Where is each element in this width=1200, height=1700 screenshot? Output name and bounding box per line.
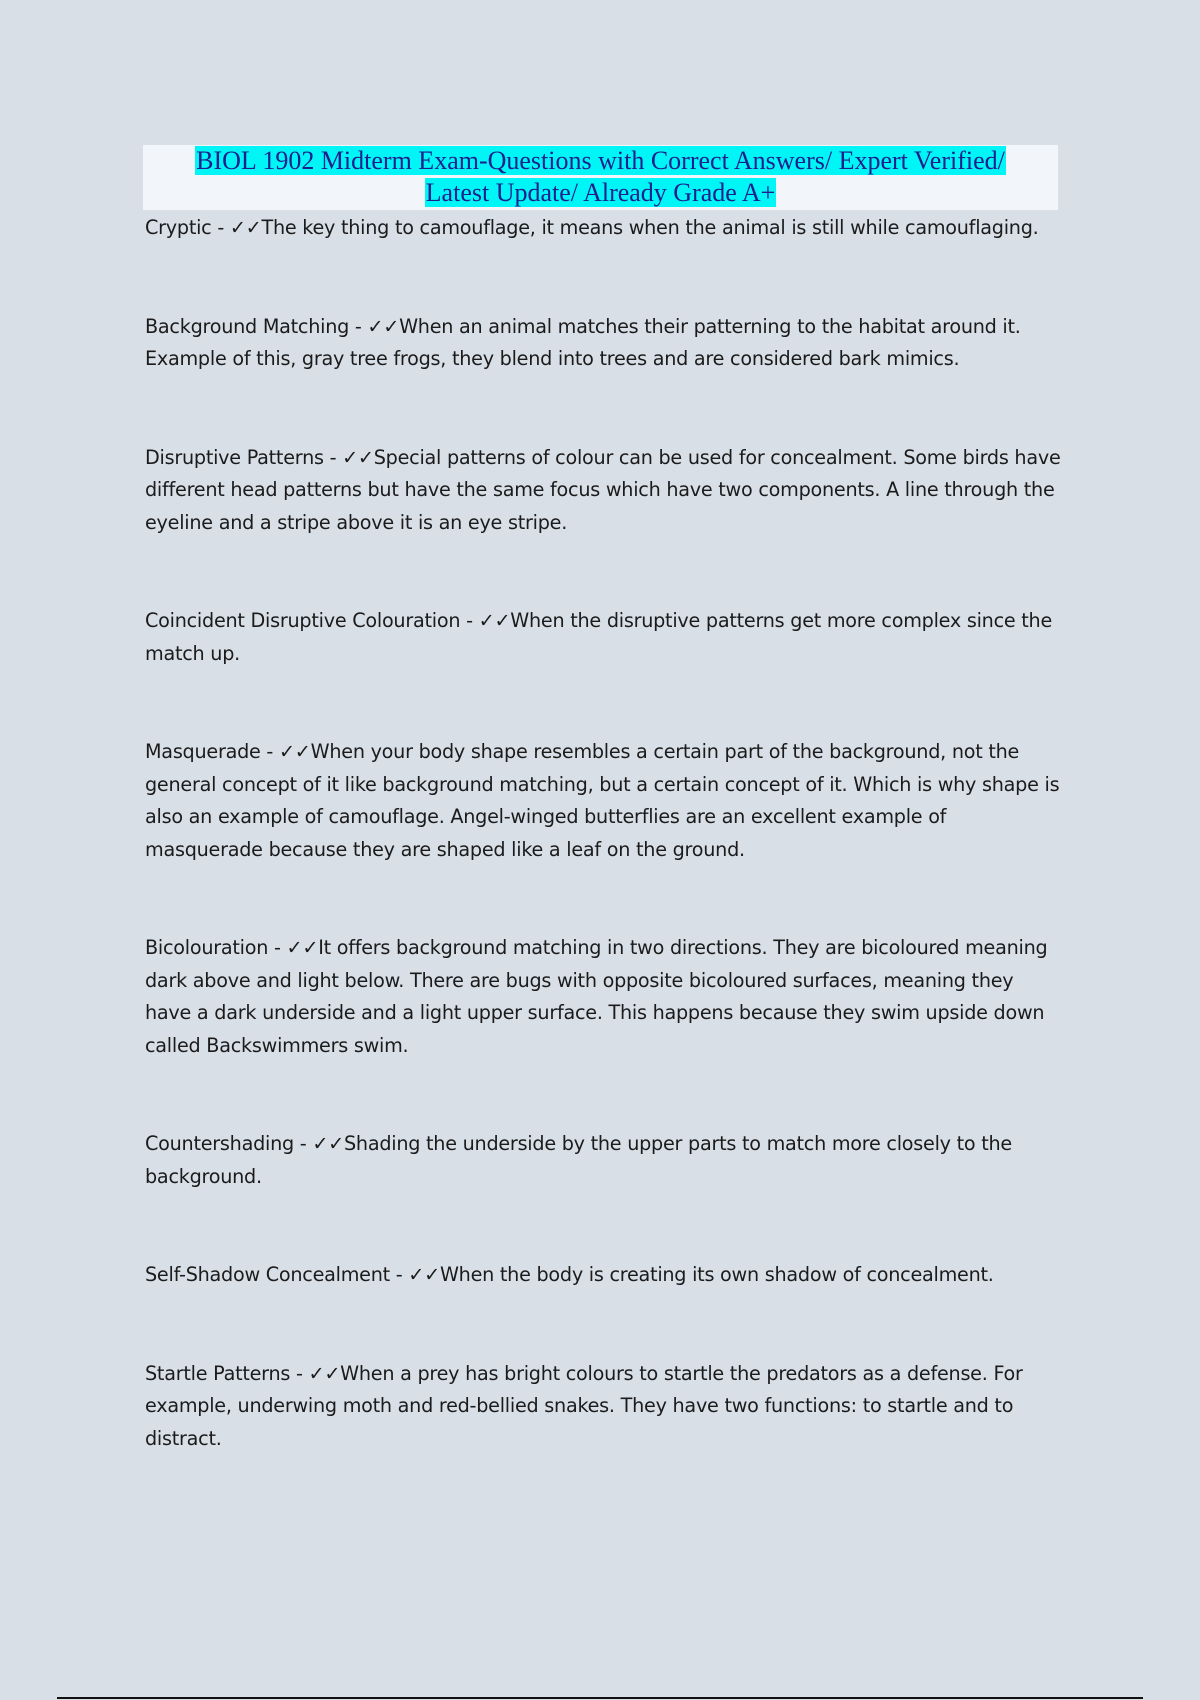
entry-term: Cryptic - — [145, 216, 230, 239]
entry-term: Startle Patterns - — [145, 1361, 309, 1385]
qa-entry-self-shadow-concealment — [145, 1259, 1065, 1292]
check-icon: ✓✓ — [342, 445, 374, 469]
check-icon: ✓✓ — [367, 314, 400, 338]
title-line-2: Latest Update/ Already Grade A+ — [425, 178, 776, 207]
title-line-1: BIOL 1902 Midterm Exam-Questions with Correct Answers/ Expert Verified/ — [196, 146, 1005, 175]
entry-definition: Shading the underside by the upper parts to match more closely to the background. — [145, 1132, 1012, 1188]
entry-term: Background Matching - — [145, 314, 368, 338]
qa-entry-coincident-disruptive-colouration — [145, 605, 1065, 670]
entry-definition: The key thing to camouflage, it means when the animal is still while camouflaging. — [261, 216, 1039, 239]
entry-definition: When an animal matches their patterning to the habitat around it. Example of this, gray tree frogs, they blend into trees and are considered bark mimics. — [145, 314, 1021, 370]
entry-definition: When your body shape resembles a certain part of the background, not the general concept of it like background matching, but a certain concept of it. Which is why shape is also an example of camouflage. Angel-winged butterflies are an excellent example of masquerade because they are shaped like a leaf on the ground. — [145, 740, 1060, 861]
entry-term: Disruptive Patterns - — [145, 445, 343, 469]
entry-term: Bicolouration - — [145, 936, 287, 959]
qa-entry-background-matching — [145, 311, 1065, 376]
check-icon: ✓✓ — [229, 216, 262, 239]
footer-divider — [57, 1697, 1143, 1699]
check-icon: ✓✓ — [408, 1263, 440, 1286]
entry-definition: Special patterns of colour can be used for concealment. Some birds have different head patterns but have the same focus which have two components. A line through the eyeline and a stripe above it is an eye stripe. — [145, 445, 1061, 534]
entry-definition: When the disruptive patterns get more complex since the match up. — [145, 609, 1053, 665]
entry-term: Coincident Disruptive Colouration - — [145, 609, 479, 632]
entry-term: Self-Shadow Concealment - — [145, 1263, 409, 1286]
check-icon: ✓✓ — [278, 740, 311, 763]
qa-entry-countershading — [145, 1128, 1065, 1193]
qa-entry-cryptic — [145, 212, 1065, 245]
check-icon: ✓✓ — [312, 1132, 344, 1155]
check-icon: ✓✓ — [286, 936, 319, 959]
document-title — [143, 145, 1058, 210]
qa-entry-startle-patterns — [145, 1358, 1065, 1456]
check-icon: ✓✓ — [308, 1361, 341, 1385]
entry-term: Countershading - — [145, 1132, 313, 1155]
qa-list — [145, 212, 1065, 1455]
entry-definition: When a prey has bright colours to startle the predators as a defense. For example, underwing moth and red-bellied snakes. They have two functions: to startle and to distract. — [145, 1361, 1023, 1450]
entry-term: Masquerade - — [145, 740, 279, 763]
entry-definition: When the body is creating its own shadow of concealment. — [439, 1263, 994, 1286]
qa-entry-bicolouration — [145, 932, 1065, 1062]
entry-definition: It offers background matching in two directions. They are bicoloured meaning dark above and light below. There are bugs with opposite bicoloured surfaces, meaning they have a dark underside and a light upper surface. This happens because they swim upside down called Backswimmers swim. — [145, 936, 1048, 1057]
check-icon: ✓✓ — [478, 609, 511, 632]
qa-entry-disruptive-patterns — [145, 442, 1065, 540]
qa-entry-masquerade — [145, 736, 1065, 866]
